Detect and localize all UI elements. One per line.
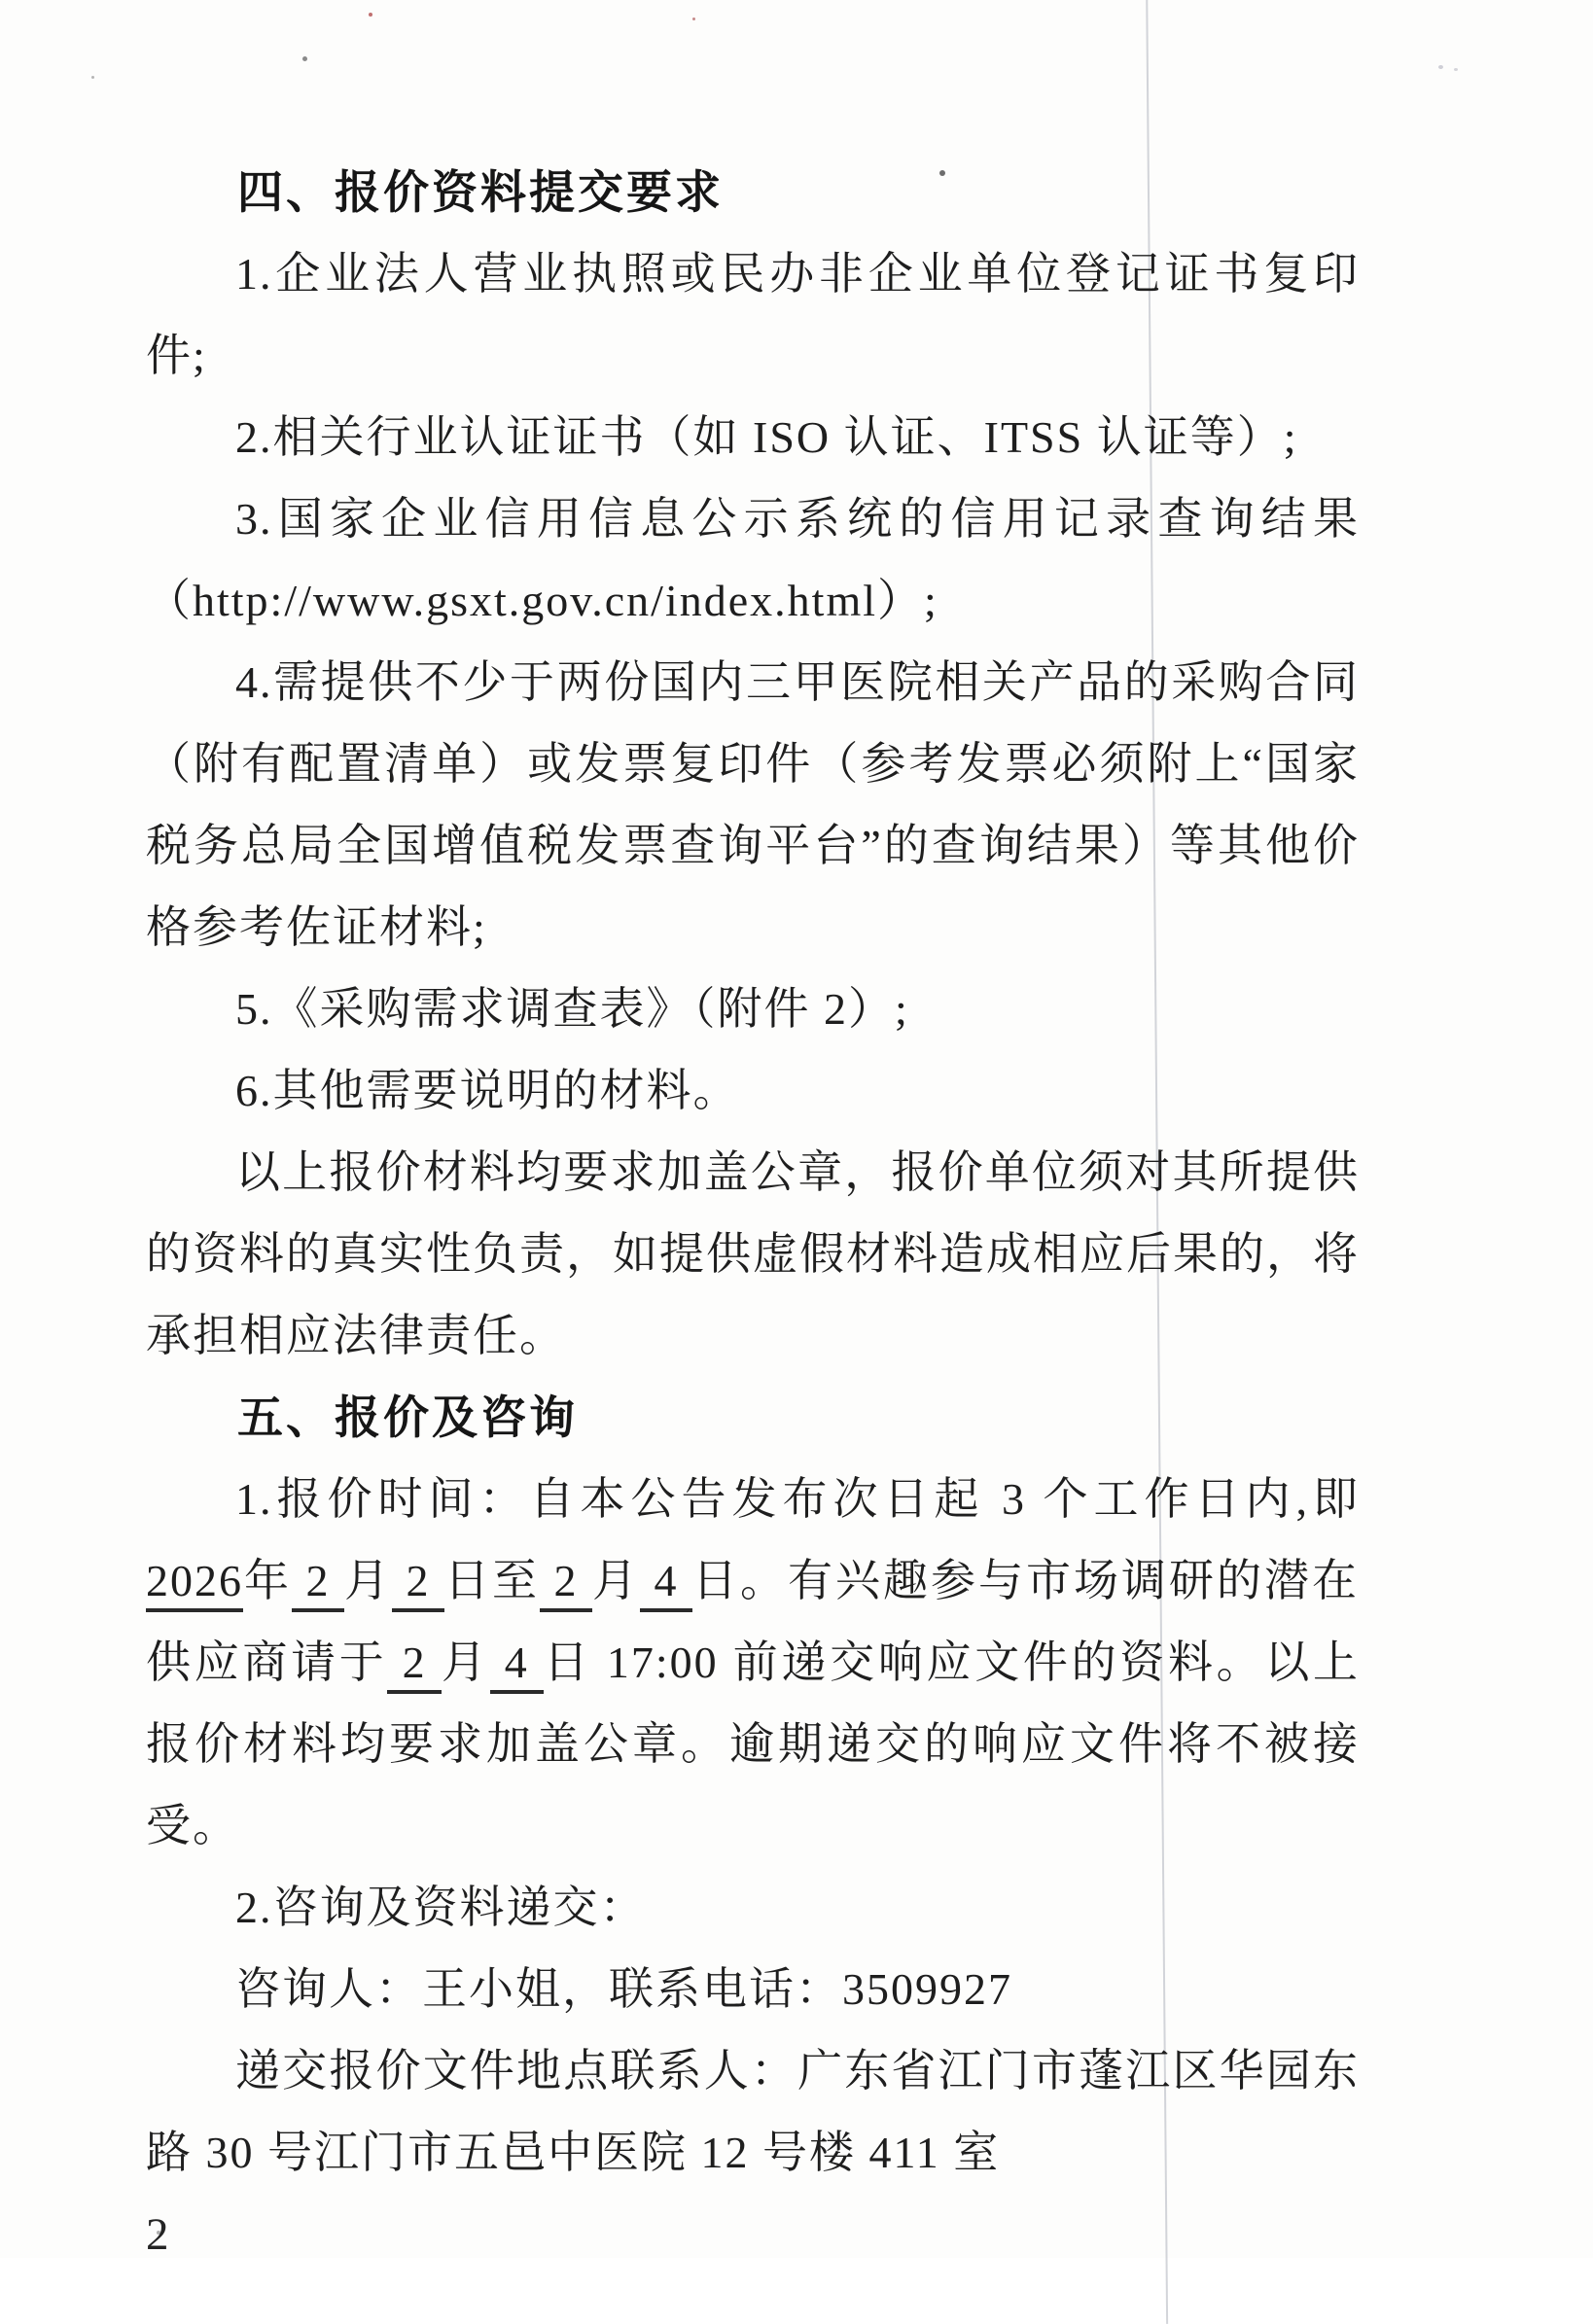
quote-period-text: 月 bbox=[592, 1556, 640, 1605]
section4-item-5: 5.《采购需求调查表》（附件 2）; bbox=[235, 984, 909, 1034]
scan-speck bbox=[302, 56, 307, 61]
quote-period-text: 1.报价时间：自本公告发布次日起 3 个工作日内,即 bbox=[235, 1474, 1360, 1524]
section5-heading: 五、报价及咨询 bbox=[237, 1391, 578, 1443]
quote-period-text: 年 bbox=[243, 1556, 292, 1605]
contact-line: 咨询人：王小姐，联系电话：3509927 bbox=[235, 1964, 1012, 2014]
scan-speck bbox=[369, 13, 372, 17]
underlined-day: 4 bbox=[640, 1556, 692, 1612]
underlined-month: 2 bbox=[540, 1556, 592, 1612]
section4-heading: 四、报价资料提交要求 bbox=[237, 166, 724, 218]
section4-item-2: 2.相关行业认证证书（如 ISO 认证、ITSS 认证等）; bbox=[235, 412, 1298, 462]
quote-period-text: 日 17:00 前递交响应文件的资料。以上报价材料均要求加盖公章。逾期递交的响应文件将不被接受。 bbox=[146, 1637, 1361, 1850]
scan-speck bbox=[1454, 68, 1458, 71]
quote-period-paragraph bbox=[146, 1459, 1360, 1867]
section4-item-6: 6.其他需要说明的材料。 bbox=[235, 1066, 740, 1115]
quote-period-text: 月 bbox=[344, 1556, 392, 1605]
scan-speck bbox=[1438, 65, 1443, 69]
underlined-day: 2 bbox=[392, 1556, 444, 1612]
quote-period-text: 日至 bbox=[444, 1556, 540, 1605]
address-line: 递交报价文件地点联系人：广东省江门市蓬江区华园东路 30 号江门市五邑中医院 12 号楼 411 室 bbox=[146, 2046, 1360, 2177]
scan-speck bbox=[692, 18, 695, 20]
underlined-month: 2 bbox=[292, 1556, 344, 1612]
section4-item-3 bbox=[146, 478, 1360, 642]
underlined-month: 2 bbox=[387, 1637, 441, 1694]
underlined-day: 4 bbox=[490, 1637, 544, 1694]
section4-note: 以上报价材料均要求加盖公章，报价单位须对其所提供的资料的真实性负责，如提供虚假材料造成相应后果的，将承担相应法律责任。 bbox=[146, 1147, 1360, 1360]
section4-item-4: 4.需提供不少于两份国内三甲医院相关产品的采购合同（附有配置清单）或发票复印件（参考发票必须附上“国家税务总局全国增值税发票查询平台”的查询结果）等其他价格参考佐证材料; bbox=[146, 657, 1360, 952]
page-number: 2 bbox=[146, 2209, 169, 2260]
scan-speck bbox=[91, 76, 94, 79]
section5-item-2: 2.咨询及资料递交： bbox=[235, 1883, 647, 1932]
underlined-year: 2026 bbox=[146, 1556, 243, 1612]
quote-period-text: 月 bbox=[441, 1637, 490, 1687]
quote-period-text: 日。有兴趣参与市场调研的潜在供应商请于 bbox=[146, 1556, 1360, 1687]
credit-system-url: （http://www.gsxt.gov.cn/index.html）; bbox=[146, 576, 938, 625]
section4-item-1: 1.企业法人营业执照或民办非企业单位登记证书复印件; bbox=[146, 249, 1360, 380]
document-content bbox=[146, 152, 1360, 2275]
section4-item-3-lead: 3.国家企业信用信息公示系统的信用记录查询结果 bbox=[235, 494, 1360, 544]
